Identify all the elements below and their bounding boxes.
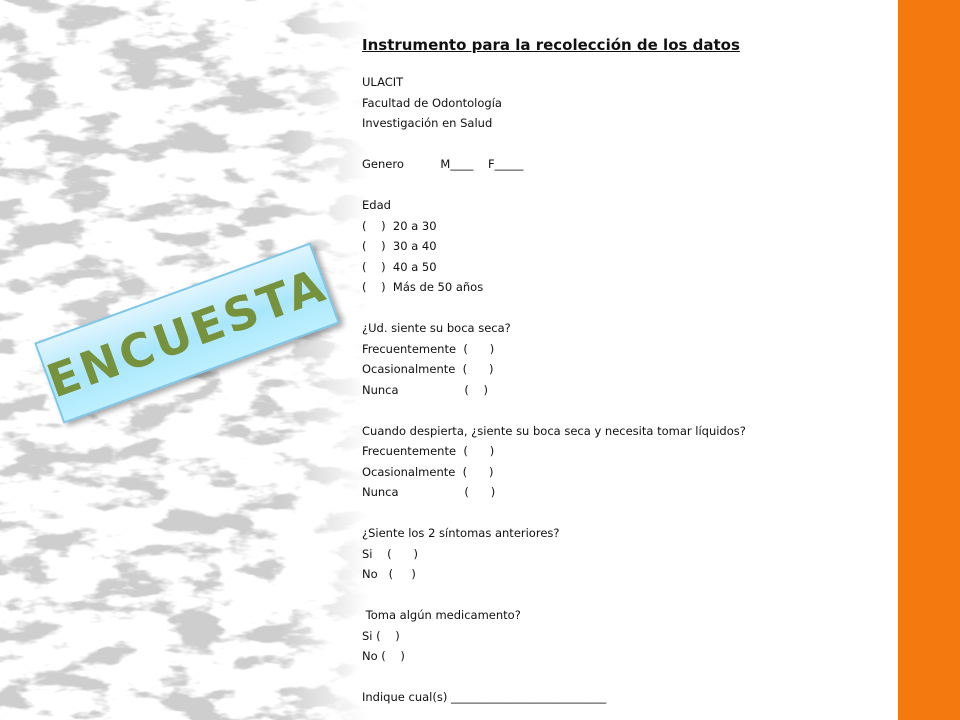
answer-option: Si ( ) bbox=[362, 546, 419, 561]
gender-field: Genero M____ F_____ bbox=[362, 157, 524, 171]
age-option: ( ) Más de 50 años bbox=[362, 280, 484, 294]
age-option: ( ) 30 a 40 bbox=[362, 239, 437, 253]
answer-option: No ( ) bbox=[362, 567, 416, 581]
age-option: ( ) 40 a 50 bbox=[362, 259, 437, 274]
answer-option: Nunca ( ) bbox=[362, 485, 496, 499]
answer-option: Frecuentemente ( ) bbox=[362, 341, 495, 356]
indicate-medication-field: Indique cual(s) ___________________________ bbox=[362, 690, 607, 704]
faculty: Facultad de Odontología bbox=[362, 95, 502, 110]
survey-document bbox=[362, 36, 862, 708]
question-medication: Toma algún medicamento? bbox=[362, 608, 521, 622]
question-dry-mouth: ¿Ud. siente su boca seca? bbox=[362, 321, 511, 335]
institution: ULACIT bbox=[362, 75, 404, 89]
answer-option: No ( ) bbox=[362, 649, 405, 663]
question-waking-dry-mouth: Cuando despierta, ¿siente su boca seca y necesita tomar líquidos? bbox=[362, 423, 746, 438]
stamp-text: ENCUESTA bbox=[40, 257, 334, 409]
answer-option: Frecuentemente ( ) bbox=[362, 444, 495, 458]
age-label: Edad bbox=[362, 198, 391, 212]
answer-option: Ocasionalmente ( ) bbox=[362, 362, 494, 376]
answer-option: Si ( ) bbox=[362, 628, 400, 643]
question-both-symptoms: ¿Siente los 2 síntomas anteriores? bbox=[362, 526, 560, 540]
answer-option: Ocasionalmente ( ) bbox=[362, 464, 494, 479]
age-option: ( ) 20 a 30 bbox=[362, 218, 437, 233]
department: Investigación en Salud bbox=[362, 116, 493, 130]
document-title: Instrumento para la recolección de los datos bbox=[362, 36, 740, 54]
orange-accent-bar bbox=[898, 0, 960, 720]
answer-option: Nunca ( ) bbox=[362, 382, 488, 397]
white-stripe bbox=[880, 0, 898, 720]
